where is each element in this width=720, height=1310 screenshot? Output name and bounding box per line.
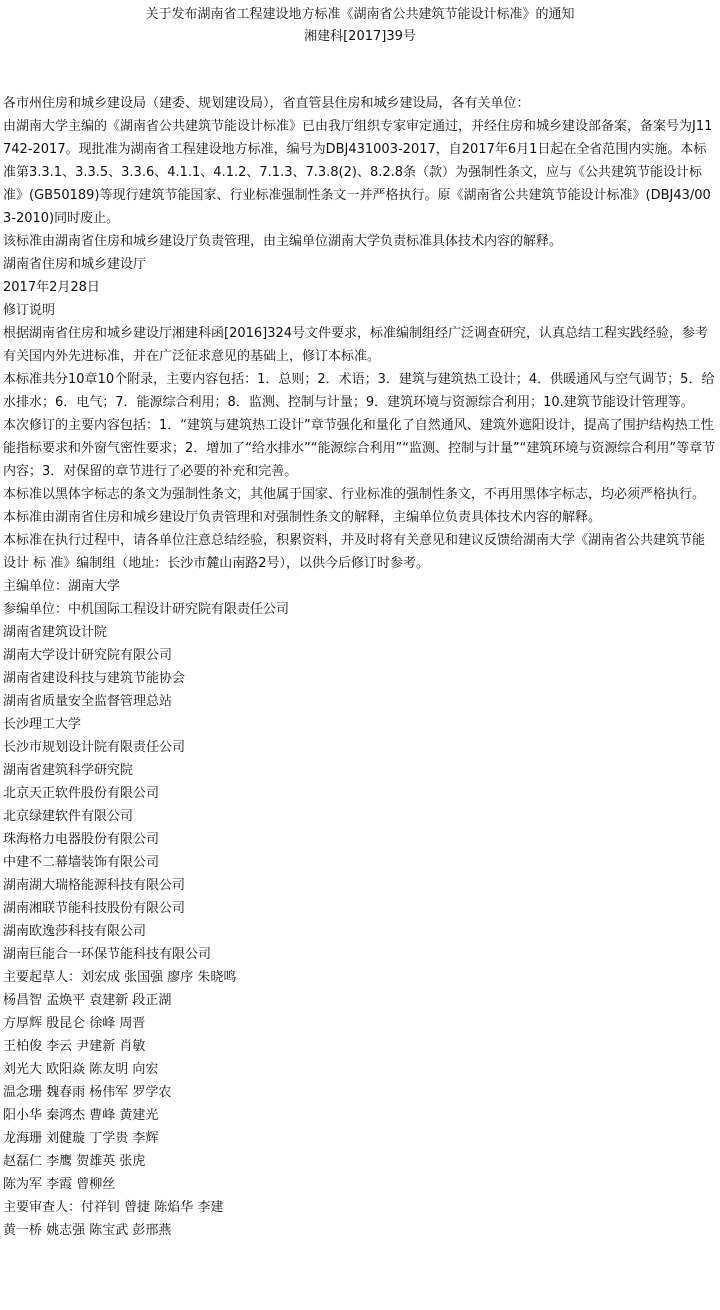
document-paragraph: 湖南省建筑设计院 [3, 625, 108, 640]
document-paragraph: 本标准由湖南省住房和城乡建设厅负责管理和对强制性条文的解释，主编单位负责具体技术内容的解释。 [3, 510, 602, 525]
document-paragraph: 北京天正软件股份有限公司 [3, 786, 160, 801]
document-paragraph: 黄一桥 姚志强 陈宝武 彭邢燕 [3, 1223, 172, 1238]
document-paragraph: 湖南省建筑科学研究院 [3, 763, 134, 778]
document-paragraph: 湖南省质量安全监督管理总站 [3, 694, 173, 709]
document-paragraph: 长沙理工大学 [3, 717, 82, 732]
document-paragraph: 中建不二幕墙装饰有限公司 [3, 855, 160, 870]
document-paragraph: 湖南欧逸莎科技有限公司 [3, 924, 147, 939]
document-number: 湘建科[2017]39号 [304, 29, 416, 44]
document-paragraph: 赵磊仁 李鹰 贺雄英 张虎 [3, 1154, 146, 1169]
document-body [3, 92, 717, 1242]
document-paragraph: 龙海珊 刘健璇 丁学贵 李辉 [3, 1131, 159, 1146]
document-paragraph: 湖南省住房和城乡建设厅 [3, 257, 147, 272]
document-paragraph: 主要审查人：付祥钊 曾捷 陈焰华 李建 [3, 1200, 224, 1215]
document-paragraph: 本次修订的主要内容包括：1．“建筑与建筑热工设计”章节强化和量化了自然通风、建筑外遮阳设计，提高了围护结构热工性能指标要求和外窗气密性要求；2．增加了“给水排水”“能源综合利用”“监测、控制与计量”“建筑环境与资源综合利用”等章节内容；3．对保留的章节进行了必要的补充和完善。 [3, 418, 716, 479]
document-paragraph: 湖南大学设计研究院有限公司 [3, 648, 173, 663]
document-paragraph: 方厚辉 殷昆仑 徐峰 周晋 [3, 1016, 146, 1031]
document-paragraph: 修订说明 [3, 303, 56, 318]
document-paragraph: 湖南湖大瑞格能源科技有限公司 [3, 878, 186, 893]
document-paragraph: 王柏俊 李云 尹建新 肖敏 [3, 1039, 146, 1054]
document-paragraph: 长沙市规划设计院有限责任公司 [3, 740, 186, 755]
document-paragraph: 珠海格力电器股份有限公司 [3, 832, 160, 847]
document-paragraph: 北京绿建软件有限公司 [3, 809, 134, 824]
document-paragraph: 阳小华 秦鸿杰 曹峰 黄建光 [3, 1108, 159, 1123]
document-paragraph: 参编单位：中机国际工程设计研究院有限责任公司 [3, 602, 290, 617]
notice-header [0, 4, 720, 48]
document-paragraph: 本标准在执行过程中，请各单位注意总结经验，积累资料，并及时将有关意见和建议反馈给湖南大学《湖南省公共建筑节能设计 标 准》编制组（地址：长沙市麓山南路2号），以供今后修订时参考。 [3, 533, 706, 571]
document-paragraph: 湖南省建设科技与建筑节能协会 [3, 671, 186, 686]
document-paragraph: 湖南巨能合一环保节能科技有限公司 [3, 947, 212, 962]
document-paragraph: 刘光大 欧阳焱 陈友明 向宏 [3, 1062, 159, 1077]
document-paragraph: 各市州住房和城乡建设局（建委、规划建设局），省直管县住房和城乡建设局，各有关单位： [3, 96, 530, 111]
document-paragraph: 2017年2月28日 [3, 280, 100, 295]
document-paragraph: 根据湖南省住房和城乡建设厅湘建科函[2016]324号文件要求，标准编制组经广泛调查研究，认真总结工程实践经验，参考有关国内外先进标准，并在广泛征求意见的基础上，修订本标准。 [3, 326, 709, 364]
document-paragraph: 温念珊 魏春雨 杨伟军 罗学农 [3, 1085, 172, 1100]
document-paragraph: 本标准以黑体字标志的条文为强制性条文，其他属于国家、行业标准的强制性条文，不再用黑体字标志，均必须严格执行。 [3, 487, 706, 502]
document-paragraph: 由湖南大学主编的《湖南省公共建筑节能设计标准》已由我厅组织专家审定通过，并经住房和城乡建设部备案，备案号为J11742-2017。现批准为湖南省工程建设地方标准，编号为DBJ431003-2017，自2017年6月1日起在全省范围内实施。本标准第3.3.1、3.3.5、3.3.6、4.1.1、4.1.2、7.1.3、7.3.8(2)、8.2.8条（款）为强制性条文，应与《公共建筑节能设计标准》(GB50189)等现行建筑节能国家、行业标准强制性条文一并严格执行。原《湖南省公共建筑节能设计标准》(DBJ43/003-2010)同时废止。 [3, 119, 713, 226]
document-paragraph: 主要起草人：刘宏成 张国强 廖序 朱晓鸣 [3, 970, 237, 985]
document-paragraph: 本标准共分10章10个附录，主要内容包括：1．总则；2．术语；3．建筑与建筑热工设计；4．供暖通风与空气调节；5．给水排水；6．电气；7．能源综合利用；8．监测、控制与计量；9．建筑环境与资源综合利用；10.建筑节能设计管理等。 [3, 372, 715, 410]
document-paragraph: 湖南湘联节能科技股份有限公司 [3, 901, 186, 916]
document-paragraph: 陈为军 李霞 曾柳丝 [3, 1177, 116, 1192]
document-paragraph: 主编单位：湖南大学 [3, 579, 121, 594]
notice-title: 关于发布湖南省工程建设地方标准《湖南省公共建筑节能设计标准》的通知 [145, 7, 575, 22]
document-paragraph: 杨昌智 孟焕平 袁建新 段正湖 [3, 993, 172, 1008]
document-paragraph: 该标准由湖南省住房和城乡建设厅负责管理，由主编单位湖南大学负责标准具体技术内容的解释。 [3, 234, 563, 249]
